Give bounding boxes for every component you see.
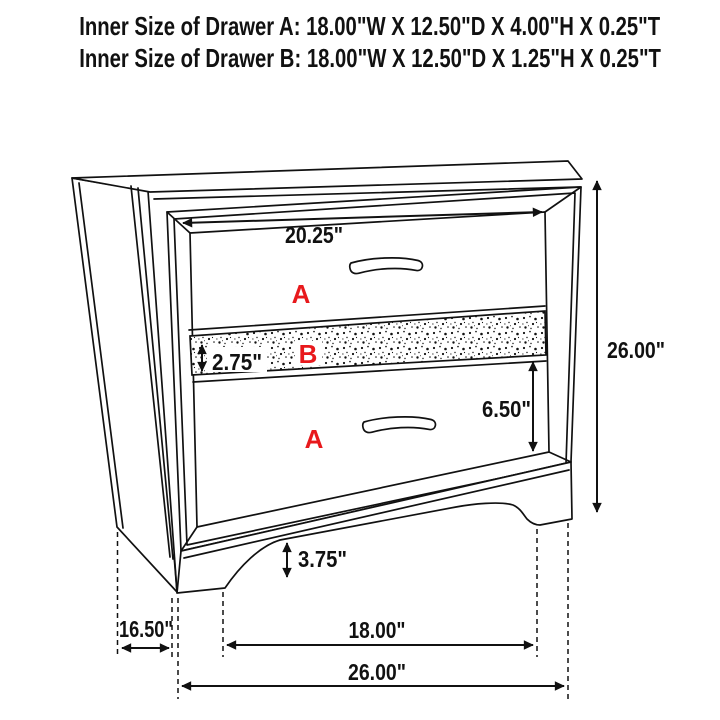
dimension-middle-drawer-height (202, 345, 267, 375)
drawer-a-spec-line: Inner Size of Drawer A: 18.00"W X 12.50"D X 4.00"H X 0.25"T (79, 11, 661, 41)
label-drawer-a-top: A (291, 279, 311, 309)
dim-inner-width-label: 18.00" (348, 617, 406, 643)
dimension-foot-height (287, 543, 347, 577)
side-panel (72, 178, 177, 592)
dimension-overall-width (182, 659, 564, 686)
dim-overall-height-label: 26.00" (607, 337, 665, 363)
label-drawer-b: B (298, 339, 318, 369)
dim-middle-drawer-height-label: 2.75" (212, 349, 262, 375)
dimension-side-depth (119, 616, 173, 648)
dimension-overall-height (597, 181, 665, 512)
dimension-inner-width (227, 617, 533, 645)
dim-overall-width-label: 26.00" (348, 659, 406, 685)
label-drawer-a-bottom: A (304, 424, 324, 454)
top-surface (72, 161, 582, 192)
drawer-b-spec-line: Inner Size of Drawer B: 18.00"W X 12.50"D X 1.25"H X 0.25"T (79, 43, 661, 73)
dim-bottom-drawer-height-label: 6.50" (482, 396, 531, 422)
dim-side-depth-label: 16.50" (119, 616, 173, 642)
dim-foot-height-label: 3.75" (298, 546, 347, 572)
dim-opening-width-label: 20.25" (285, 222, 343, 248)
